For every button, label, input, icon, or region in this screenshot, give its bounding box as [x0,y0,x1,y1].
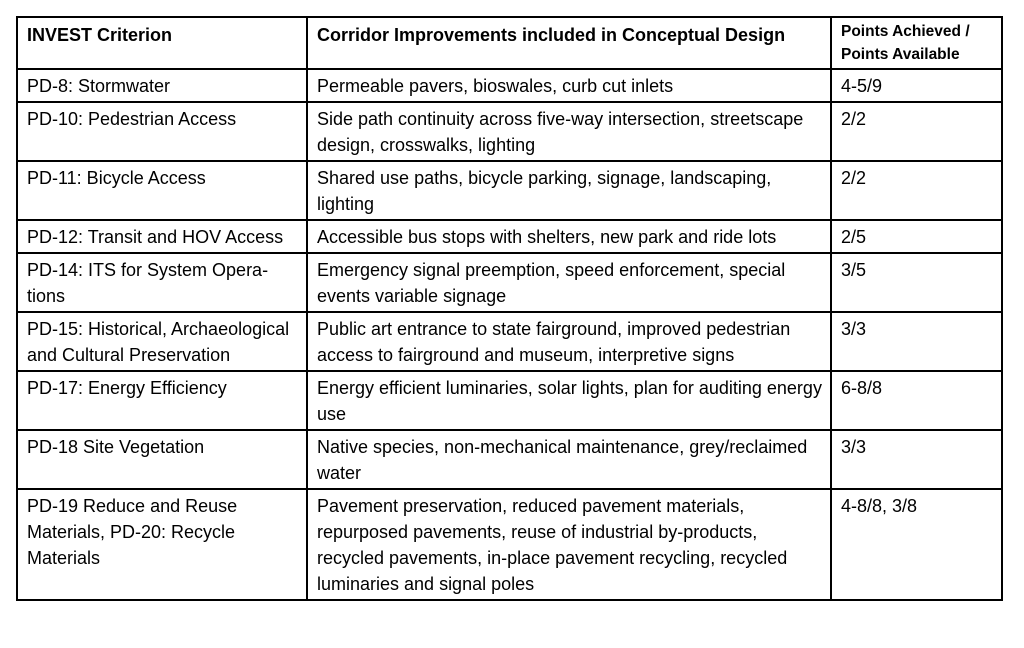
improvements-cell: Accessible bus stops with shelters, new park and ride lots [307,220,831,253]
criterion-cell: PD-15: Historical, Archaeological and Cultural Preservation [17,312,307,371]
improvements-cell: Public art entrance to state fairground, improved pedestrian access to fairground and museum, interpretive signs [307,312,831,371]
invest-criteria-table [16,16,1003,601]
points-cell: 3/5 [831,253,1002,312]
table-row [17,161,1002,220]
table-row [17,312,1002,371]
criterion-cell: PD-14: ITS for System Operations [17,253,307,312]
points-cell: 3/3 [831,430,1002,489]
improvements-cell: Side path continuity across five-way intersection, streetscape design, crosswalks, lighting [307,102,831,161]
improvements-cell: Shared use paths, bicycle parking, signage, landscaping, lighting [307,161,831,220]
table-row [17,69,1002,102]
points-cell: 3/3 [831,312,1002,371]
points-cell: 2/2 [831,161,1002,220]
improvements-cell: Emergency signal preemption, speed enforcement, special events variable signage [307,253,831,312]
criterion-cell: PD-17: Energy Efficiency [17,371,307,430]
points-cell: 2/5 [831,220,1002,253]
improvements-cell: Native species, non-mechanical maintenance, grey/​reclaimed water [307,430,831,489]
criterion-cell: PD-10: Pedestrian Access [17,102,307,161]
improvements-cell: Energy efficient luminaries, solar lights, plan for auditing energy use [307,371,831,430]
table-header-row [17,17,1002,69]
points-cell: 2/2 [831,102,1002,161]
table-row [17,253,1002,312]
table-row [17,430,1002,489]
points-cell: 4-8/8, 3/8 [831,489,1002,600]
criterion-cell: PD-11: Bicycle Access [17,161,307,220]
table-row [17,489,1002,600]
header-points: Points Achieved / Points Available [831,17,1002,69]
criterion-cell: PD-12: Transit and HOV Access [17,220,307,253]
header-corridor-improvements: Corridor Improvements included in Conceptual Design [307,17,831,69]
criterion-cell: PD-19 Reduce and Reuse Materials, PD-20: Recycle Materials [17,489,307,600]
table-row [17,102,1002,161]
points-cell: 6-8/8 [831,371,1002,430]
criterion-cell: PD-18 Site Vegetation [17,430,307,489]
improvements-cell: Permeable pavers, bioswales, curb cut inlets [307,69,831,102]
header-invest-criterion: INVEST Criterion [17,17,307,69]
points-cell: 4-5/9 [831,69,1002,102]
table-row [17,220,1002,253]
table-row [17,371,1002,430]
criterion-cell: PD-8: Stormwater [17,69,307,102]
improvements-cell: Pavement preservation, reduced pavement materials, repurposed pavements, reuse of industrial by-products, recycled pavements, in-place pavement recycling, recycled luminaries and signal poles [307,489,831,600]
